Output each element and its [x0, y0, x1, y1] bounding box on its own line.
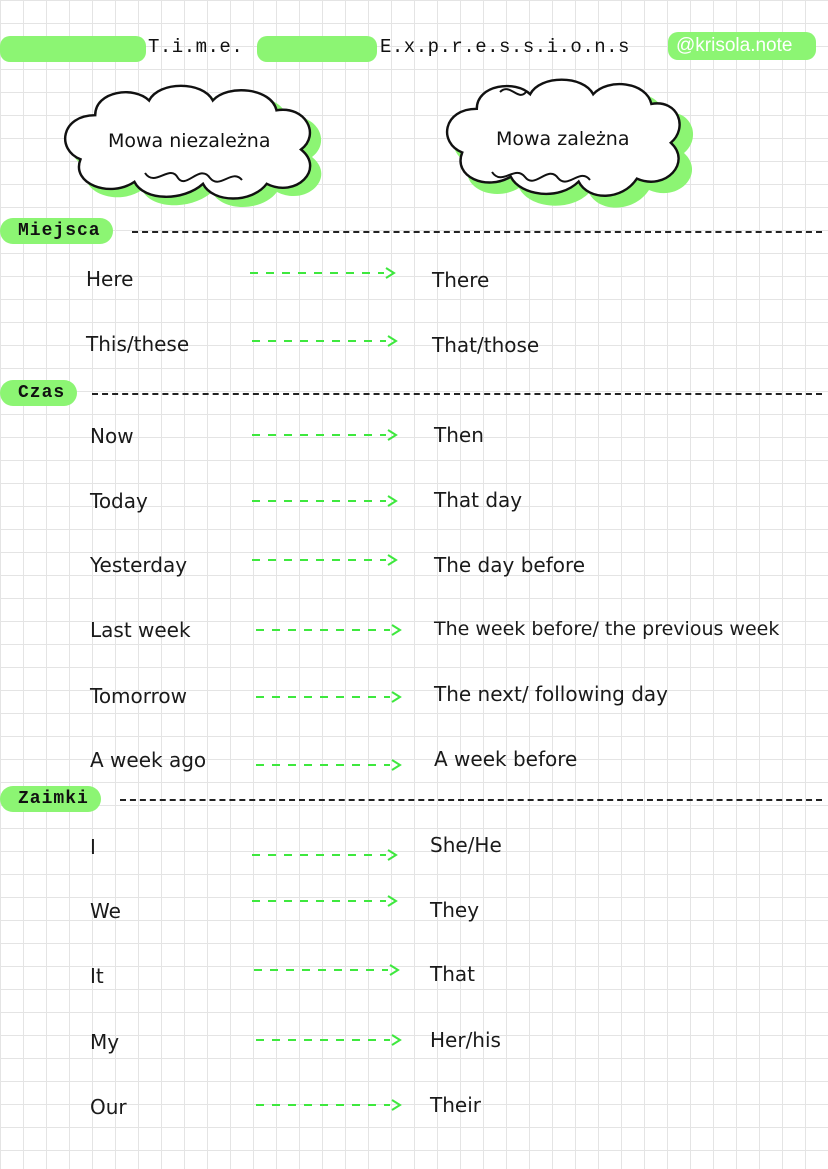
section-tag-miejsca: Miejsca	[0, 218, 113, 244]
arrow-icon	[252, 334, 402, 348]
from-word: We	[90, 899, 121, 923]
to-word: She/He	[430, 833, 502, 857]
to-word: Their	[430, 1093, 481, 1117]
section-divider-czas	[92, 393, 822, 395]
to-word: The next/ following day	[434, 682, 669, 706]
cloud-right-label: Mowa zależna	[496, 128, 630, 150]
arrow-icon	[256, 623, 406, 637]
from-word: I	[90, 835, 96, 859]
to-word: Then	[434, 423, 484, 447]
to-word: There	[432, 268, 490, 292]
from-word: A week ago	[90, 748, 207, 772]
from-word: Our	[90, 1095, 127, 1119]
from-word: Tomorrow	[90, 684, 188, 708]
from-word: Now	[90, 424, 134, 448]
arrow-icon	[252, 428, 402, 442]
arrow-icon	[254, 963, 404, 977]
author-handle: @krisola.note	[668, 32, 816, 60]
arrow-icon	[252, 848, 402, 862]
to-word: That	[430, 962, 475, 986]
from-word: It	[90, 964, 104, 988]
arrow-icon	[256, 1098, 406, 1112]
arrow-icon	[252, 894, 402, 908]
section-divider-miejsca	[132, 231, 822, 233]
from-word: Here	[86, 267, 134, 291]
arrow-icon	[252, 494, 402, 508]
to-word: A week before	[434, 747, 578, 771]
title-word-time: T.i.m.e.	[148, 36, 244, 58]
to-word: The week before/ the previous week	[434, 618, 780, 640]
section-tag-czas: Czas	[0, 380, 77, 406]
cloud-left-label: Mowa niezależna	[108, 130, 271, 152]
arrow-icon	[256, 1033, 406, 1047]
title-highlight-left	[0, 36, 146, 62]
arrow-icon	[256, 690, 406, 704]
arrow-icon	[252, 553, 402, 567]
to-word: The day before	[434, 553, 586, 577]
to-word: Her/his	[430, 1028, 501, 1052]
section-tag-zaimki: Zaimki	[0, 786, 101, 812]
arrow-icon	[256, 758, 406, 772]
arrow-icon	[250, 266, 400, 280]
title-word-expressions: E.x.p.r.e.s.s.i.o.n.s	[380, 36, 630, 58]
from-word: Yesterday	[90, 553, 188, 577]
title-highlight-middle	[257, 36, 377, 62]
to-word: That day	[434, 488, 523, 512]
section-divider-zaimki	[120, 799, 822, 801]
from-word: Today	[90, 489, 148, 513]
to-word: They	[430, 898, 480, 922]
from-word: My	[90, 1030, 120, 1054]
to-word: That/those	[432, 333, 540, 357]
from-word: This/these	[86, 332, 190, 356]
from-word: Last week	[90, 618, 191, 642]
